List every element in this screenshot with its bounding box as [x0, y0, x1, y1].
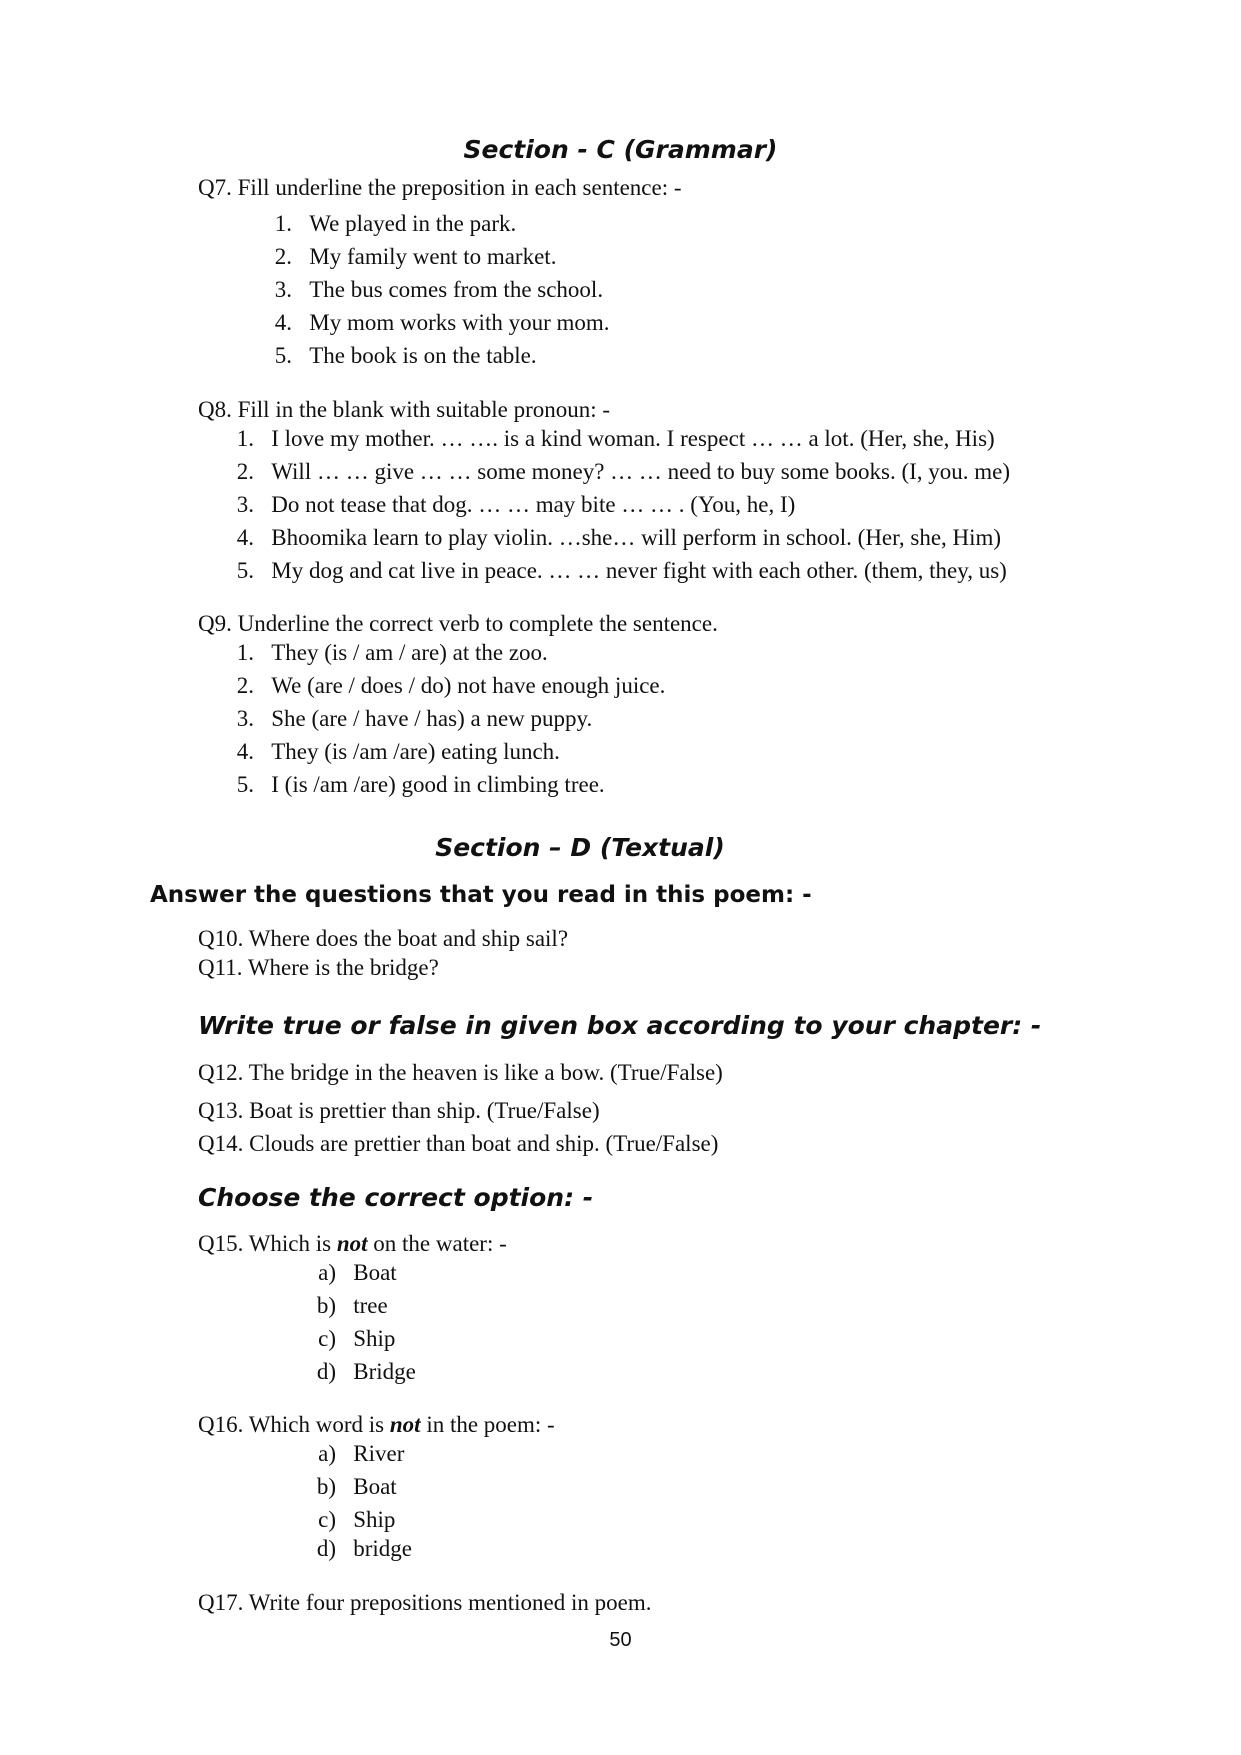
q16-option-b-letter: b)	[316, 1474, 336, 1499]
section-d-title: Section – D (Textual)	[435, 833, 725, 862]
q15-option-a	[310, 1259, 397, 1287]
q15-option-c-letter: c)	[318, 1326, 336, 1351]
q11-question: Q11. Where is the bridge?	[198, 955, 439, 980]
q16-prefix: Q16. Which word is	[198, 1412, 390, 1437]
choose-option-heading: Choose the correct option: -	[198, 1183, 594, 1212]
q15-option-a-letter: a)	[318, 1260, 336, 1285]
q15-option-b	[310, 1292, 388, 1320]
q15-question	[198, 1230, 507, 1258]
q9-item-2: 2. We (are / does / do) not have enough juice.	[236, 673, 666, 698]
q16-suffix: in the poem: -	[420, 1412, 555, 1437]
true-false-heading: Write true or false in given box according to your chapter: -	[198, 1011, 1042, 1040]
q9-question: Q9. Underline the correct verb to complete the sentence.	[198, 611, 718, 636]
q16-question	[198, 1411, 555, 1439]
q7-item-1: 1. We played in the park.	[274, 211, 517, 236]
section-c-title: Section - C (Grammar)	[463, 135, 778, 164]
q14-question: Q14. Clouds are prettier than boat and ship. (True/False)	[198, 1131, 719, 1156]
q16-option-a-text: River	[353, 1441, 405, 1466]
q15-option-c	[310, 1325, 395, 1353]
q16-option-d-text: bridge	[353, 1536, 413, 1561]
q17-question: Q17. Write four prepositions mentioned in poem.	[198, 1590, 652, 1615]
q15-option-a-text: Boat	[353, 1260, 397, 1285]
q8-item-4-text: Bhoomika learn to play violin. …she… will perform in school. (Her, she, Him)	[271, 525, 1002, 550]
q16-emphasis: not	[389, 1412, 421, 1437]
q7-item-3-text: The bus comes from the school.	[309, 277, 604, 302]
q9-item-5-text: I (is /am /are) good in climbing tree.	[271, 772, 605, 797]
q7-item-2: 2. My family went to market.	[274, 244, 557, 269]
q9-item-1-text: They (is / am / are) at the zoo.	[271, 640, 548, 665]
q8-item-5-text: My dog and cat live in peace. … … never fight with each other. (them, they, us)	[271, 558, 1007, 583]
q16-option-a	[310, 1440, 404, 1468]
page-number: 50	[609, 1629, 632, 1651]
q12-question: Q12. The bridge in the heaven is like a bow. (True/False)	[198, 1060, 723, 1085]
q7-question: Q7. Fill underline the preposition in each sentence: -	[198, 175, 682, 200]
q7-item-2-text: My family went to market.	[309, 244, 557, 269]
q7-item-1-text: We played in the park.	[309, 211, 517, 236]
q16-option-a-letter: a)	[318, 1441, 336, 1466]
q8-item-5: 5. My dog and cat live in peace. … … never fight with each other. (them, they, us)	[236, 558, 1007, 583]
q7-item-4: 4. My mom works with your mom.	[274, 310, 610, 335]
q9-item-2-text: We (are / does / do) not have enough juice.	[271, 673, 666, 698]
q9-item-3-text: She (are / have / has) a new puppy.	[271, 706, 593, 731]
q15-option-b-text: tree	[353, 1293, 388, 1318]
q8-item-1-text: I love my mother. … …. is a kind woman. I respect … … a lot. (Her, she, His)	[271, 426, 995, 451]
q9-item-4: 4. They (is /am /are) eating lunch.	[236, 739, 560, 764]
q16-option-d	[310, 1535, 412, 1563]
q15-option-d-letter: d)	[316, 1359, 336, 1384]
q8-item-3-text: Do not tease that dog. … … may bite … … . (You, he, I)	[271, 492, 796, 517]
answer-questions-heading: Answer the questions that you read in this poem: -	[150, 882, 812, 908]
q8-item-4: 4. Bhoomika learn to play violin. …she… will perform in school. (Her, she, Him)	[236, 525, 1002, 550]
q9-item-5: 5. I (is /am /are) good in climbing tree.	[236, 772, 605, 797]
q16-option-c-text: Ship	[353, 1507, 396, 1532]
q16-option-b-text: Boat	[353, 1474, 397, 1499]
q10-question: Q10. Where does the boat and ship sail?	[198, 926, 569, 951]
q16-option-c-letter: c)	[318, 1507, 336, 1532]
q8-question: Q8. Fill in the blank with suitable pronoun: -	[198, 397, 611, 422]
q16-option-d-letter: d)	[316, 1536, 336, 1561]
q7-item-4-text: My mom works with your mom.	[309, 310, 610, 335]
q15-option-c-text: Ship	[353, 1326, 396, 1351]
q8-item-2-text: Will … … give … … some money? … … need to buy some books. (I, you. me)	[271, 459, 1011, 484]
q15-option-d-text: Bridge	[353, 1359, 416, 1384]
q9-item-4-text: They (is /am /are) eating lunch.	[271, 739, 560, 764]
q16-option-c	[310, 1506, 395, 1534]
q8-item-3: 3. Do not tease that dog. … … may bite … … . (You, he, I)	[236, 492, 796, 517]
q7-item-3: 3. The bus comes from the school.	[274, 277, 604, 302]
q15-suffix: on the water: -	[367, 1231, 507, 1256]
q16-option-b	[310, 1473, 397, 1501]
q9-item-3: 3. She (are / have / has) a new puppy.	[236, 706, 593, 731]
q8-item-1: 1. I love my mother. … …. is a kind woman. I respect … … a lot. (Her, she, His)	[236, 426, 995, 451]
q9-item-1: 1. They (is / am / are) at the zoo.	[236, 640, 548, 665]
q8-item-2: 2. Will … … give … … some money? … … need to buy some books. (I, you. me)	[236, 459, 1011, 484]
q7-item-5-text: The book is on the table.	[309, 343, 537, 368]
q15-prefix: Q15. Which is	[198, 1231, 337, 1256]
q15-option-b-letter: b)	[316, 1293, 336, 1318]
q15-emphasis: not	[336, 1231, 368, 1256]
q15-option-d	[310, 1358, 416, 1386]
q7-item-5: 5. The book is on the table.	[274, 343, 537, 368]
q13-question: Q13. Boat is prettier than ship. (True/False)	[198, 1098, 600, 1123]
